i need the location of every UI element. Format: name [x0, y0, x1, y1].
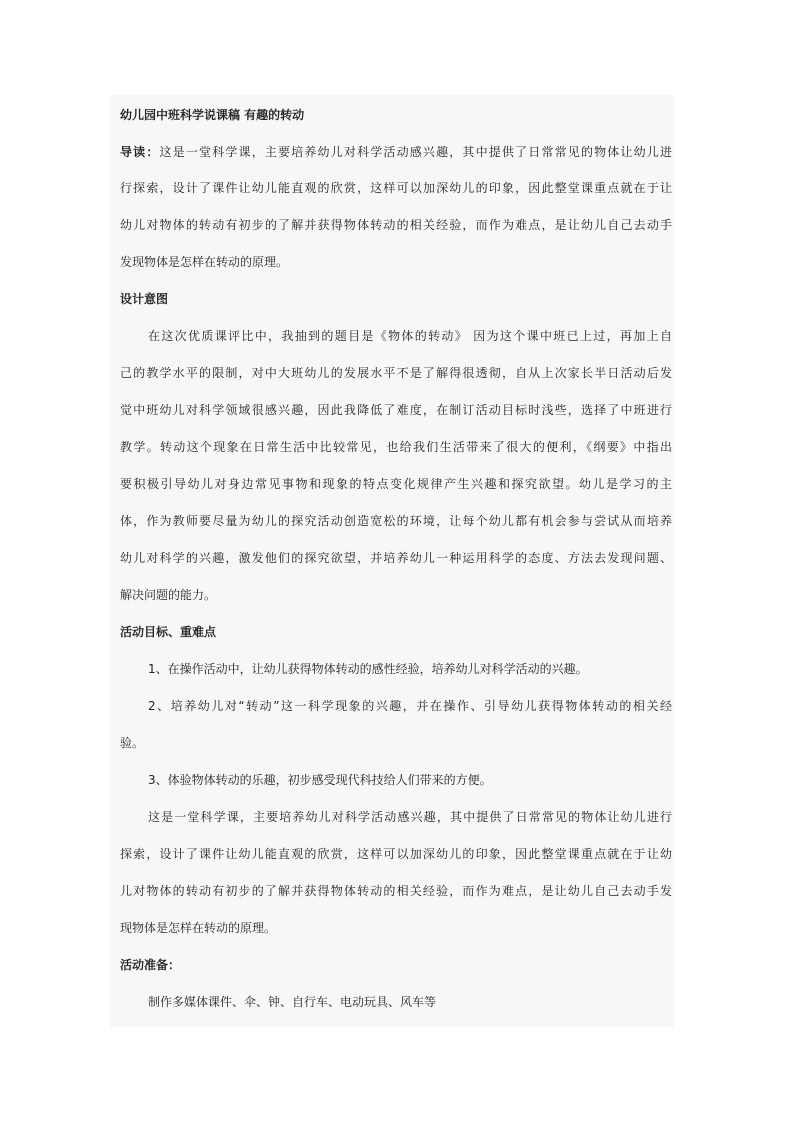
intro-text-1: 这是一堂科学课，主要培养幼儿对科学活动感兴趣，其中提供了日常常见的物体让幼儿进	[159, 145, 672, 159]
design-line-2: 己的教学水平的限制，对中大班幼儿的发展水平不是了解得很透彻，自从上次家长半日活动后发	[120, 366, 672, 380]
prep-text: 制作多媒体课件、伞、钟、自行车、电动玩具、风车等	[148, 995, 437, 1009]
intro-line-4: 发现物体是怎样在转动的原理。	[120, 255, 289, 269]
intro-label: 导读：	[120, 145, 160, 159]
repeat-line-2: 探索，设计了课件让幼儿能直观的欣赏，这样可以加深幼儿的印象，因此整堂课重点就在于让幼	[120, 847, 672, 861]
design-line-3: 觉中班幼儿对科学领域很感兴趣，因此我降低了难度，在制订活动目标时浅些，选择了中班进行	[120, 403, 672, 417]
page-title: 幼儿园中班科学说课稿 有趣的转动	[120, 108, 305, 122]
goals-heading: 活动目标、重难点	[120, 625, 217, 639]
goal-item-3: 3、体验物体转动的乐趣，初步感受现代科技给人们带来的方便。	[148, 773, 492, 787]
intro-line-2: 行探索，设计了课件让幼儿能直观的欣赏，这样可以加深幼儿的印象，因此整堂课重点就在于让	[120, 181, 672, 195]
design-line-5: 要积极引导幼儿对身边常见事物和现象的特点变化规律产生兴趣和探究欲望。幼儿是学习的主	[120, 477, 672, 491]
intro-line-3: 幼儿对物体的转动有初步的了解并获得物体转动的相关经验，而作为难点，是让幼儿自己去动手	[120, 218, 672, 232]
design-line-4: 教学。转动这个现象在日常生活中比较常见，也给我们生活带来了很大的便利，《纲要》中指出	[120, 440, 672, 454]
intro-line-1	[120, 144, 672, 160]
design-line-6: 体，作为教师要尽量为幼儿的探究活动创造宽松的环境，让每个幼儿都有机会参与尝试从而培养	[120, 514, 672, 528]
goal-item-2: 2、培养幼儿对“转动”这一科学现象的兴趣，并在操作、引导幼儿获得物体转动的相关经	[148, 699, 672, 713]
prep-heading: 活动准备：	[120, 958, 181, 972]
design-line-8: 解决问题的能力。	[120, 588, 217, 602]
document-body	[110, 95, 674, 1027]
design-line-1: 在这次优质课评比中，我抽到的题目是《物体的转动》 因为这个课中班已上过，再加上自	[148, 329, 672, 343]
design-heading: 设计意图	[120, 292, 169, 306]
repeat-line-3: 儿对物体的转动有初步的了解并获得物体转动的相关经验，而作为难点，是让幼儿自己去动手发	[120, 884, 672, 898]
repeat-line-1: 这是一堂科学课，主要培养幼儿对科学活动感兴趣，其中提供了日常常见的物体让幼儿进行	[148, 810, 672, 824]
repeat-line-4: 现物体是怎样在转动的原理。	[120, 921, 277, 935]
goal-item-2-cont: 验。	[120, 736, 145, 750]
design-line-7: 幼儿对科学的兴趣，激发他们的探究欲望，并培养幼儿一种运用科学的态度、方法去发现问题、	[120, 551, 672, 565]
goal-item-1: 1、在操作活动中，让幼儿获得物体转动的感性经验，培养幼儿对科学活动的兴趣。	[148, 662, 588, 676]
